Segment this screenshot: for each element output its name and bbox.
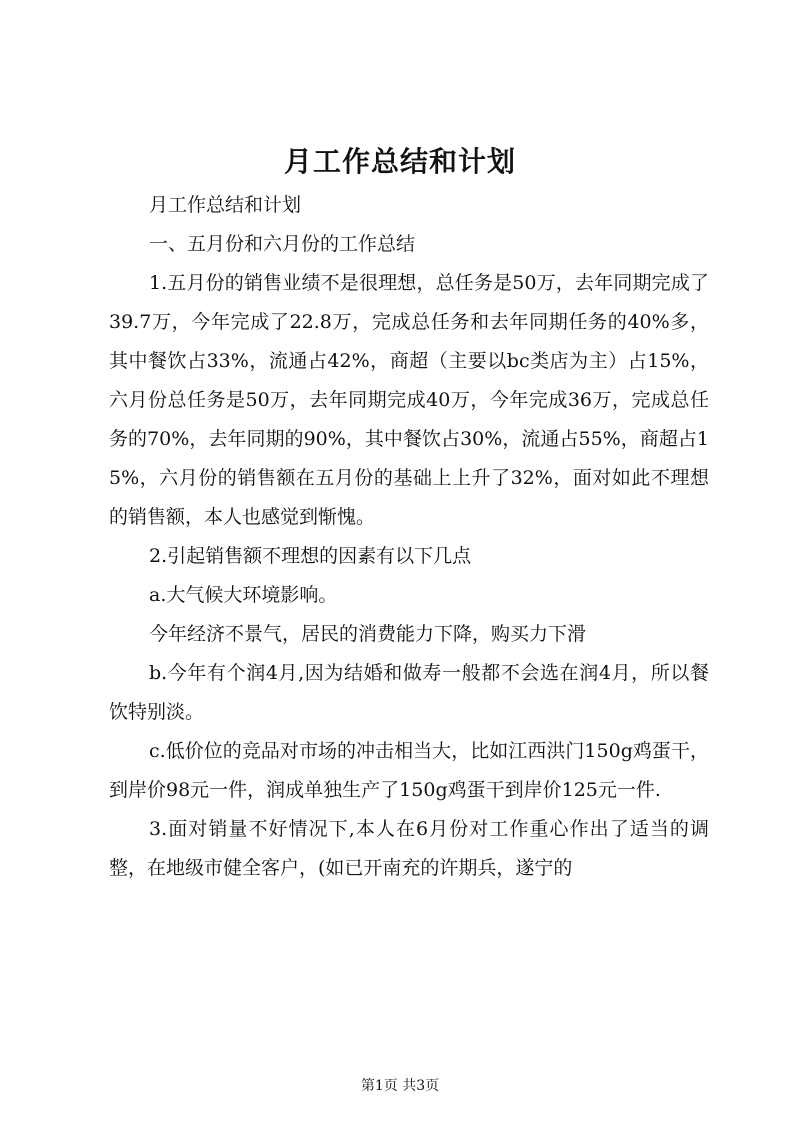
paragraph-factor-a-detail: 今年经济不景气，居民的消费能力下降，购买力下滑 [149, 623, 587, 645]
paragraph-adjustment: 3.面对销量不好情况下,本人在6月份对工作重心作出了适当的调整，在地级市健全客户，(如已开南充的许期兵，遂宁的 [109, 818, 709, 879]
document-title: 月工作总结和计划 [283, 145, 516, 178]
paragraph-factor-c: c.低价位的竞品对市场的冲击相当大，比如江西洪门150g鸡蛋干，到岸价98元一件，润成单独生产了150g鸡蛋干到岸价125元一件. [109, 740, 709, 801]
paragraph-section-heading: 一、五月份和六月份的工作总结 [149, 233, 416, 255]
page-footer: 第1页 共3页 [360, 1078, 440, 1094]
paragraph-sales-summary: 1.五月份的销售业绩不是很理想，总任务是50万，去年同期完成了39.7万，今年完成了22.8万，完成总任务和去年同期任务的40%多，其中餐饮占33%，流通占42%，商超（主要以bc类店为主）占15%，六月份总任务是50万，去年同期完成40万，今年完成36万，完成总任务的70%，去年同期的90%，其中餐饮占30%，流通占55%，商超占15%，六月份的销售额在五月份的基础上上升了32%，面对如此不理想的销售额，本人也感觉到惭愧。 [109, 272, 709, 528]
paragraph-factors-heading: 2.引起销售额不理想的因素有以下几点 [149, 545, 472, 567]
paragraph-factor-b: b.今年有个润4月,因为结婚和做寿一般都不会选在润4月，所以餐饮特别淡。 [109, 662, 709, 723]
paragraph-factor-a: a.大气候大环境影响。 [149, 584, 338, 606]
document-body [109, 186, 709, 888]
paragraph-subtitle: 月工作总结和计划 [149, 194, 302, 216]
